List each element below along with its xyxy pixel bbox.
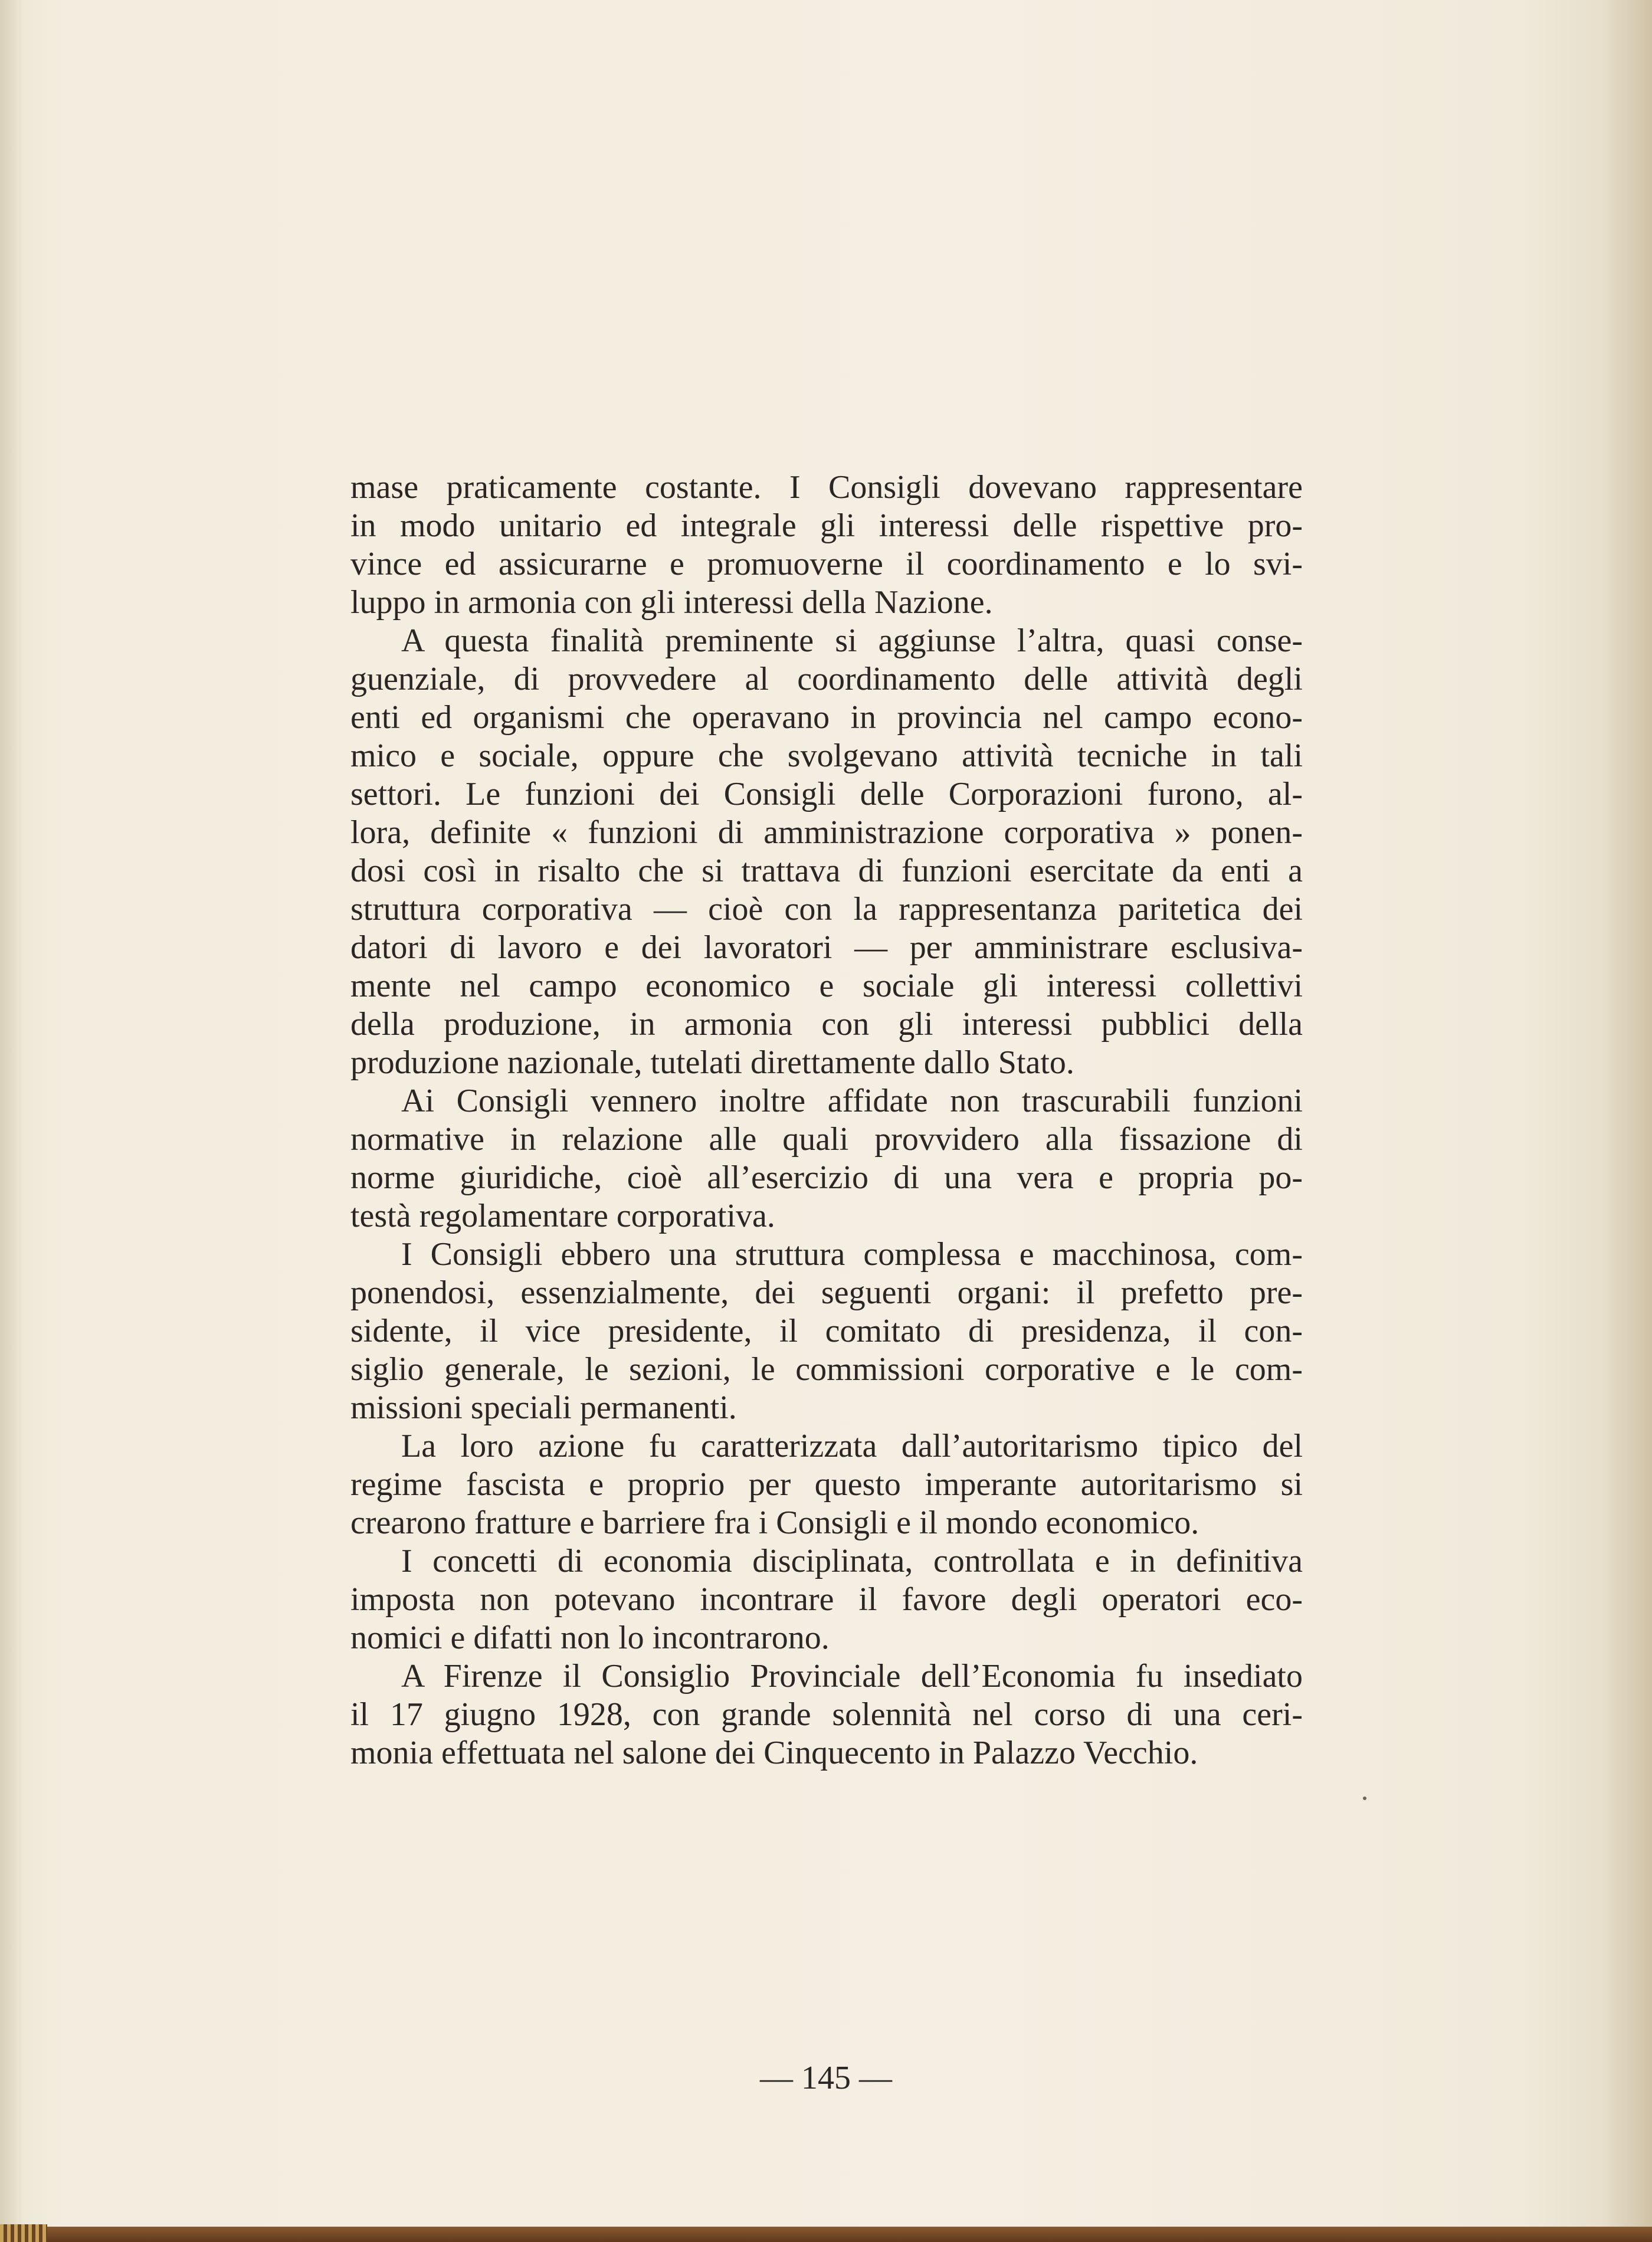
text-line: imposta non potevano incontrare il favore degli operatori eco- [350,1581,1303,1618]
text-line: mente nel campo economico e sociale gli interessi collettivi [350,968,1303,1004]
paragraph-7 [350,1657,1303,1772]
text-line: siglio generale, le sezioni, le commissioni corporative e le com- [350,1351,1303,1388]
text-line: missioni speciali permanenti. [350,1389,737,1426]
text-line: regime fascista e proprio per questo imperante autoritarismo si [350,1466,1303,1503]
text-line: della produzione, in armonia con gli interessi pubblici della [350,1006,1303,1043]
text-line: mico e sociale, oppure che svolgevano attività tecniche in tali [350,738,1303,774]
text-line: enti ed organismi che operavano in provincia nel campo econo- [350,699,1303,736]
page-number: — 145 — [760,2060,892,2096]
text-line: guenziale, di provvedere al coordinamento delle attività degli [350,661,1303,697]
margin-speck [1363,1797,1366,1800]
text-line: normative in relazione alle quali provvidero alla fissazione di [350,1121,1303,1158]
text-line: vince ed assicurarne e promuoverne il coordinamento e lo svi- [350,546,1303,582]
text-line: Ai Consigli vennero inoltre affidate non trascurabili funzioni [401,1083,1303,1119]
text-line: lora, definite « funzioni di amministrazione corporativa » ponen- [350,814,1303,851]
text-line: La loro azione fu caratterizzata dall’autoritarismo tipico del [401,1428,1303,1464]
text-line: luppo in armonia con gli interessi della Nazione. [350,584,993,621]
text-line: monia effettuata nel salone dei Cinquecento in Palazzo Vecchio. [350,1735,1198,1771]
paragraph-6 [350,1542,1303,1657]
text-line: I Consigli ebbero una struttura complessa e macchinosa, com- [401,1236,1303,1273]
text-line: I concetti di economia disciplinata, controllata e in definitiva [401,1543,1303,1579]
text-line: nomici e difatti non lo incontrarono. [350,1620,830,1656]
text-line: A Firenze il Consiglio Provinciale dell’Economia fu insediato [401,1658,1303,1694]
text-line: il 17 giugno 1928, con grande solennità nel corso di una ceri- [350,1696,1303,1733]
text-line: testà regolamentare corporativa. [350,1198,775,1234]
text-line: dosi così in risalto che si trattava di funzioni esercitate da enti a [350,853,1303,889]
cover-ornament [0,2224,47,2242]
text-line: sidente, il vice presidente, il comitato di presidenza, il con- [350,1313,1303,1349]
body-text [350,468,1303,1772]
text-line: norme giuridiche, cioè all’esercizio di una vera e propria po- [350,1159,1303,1196]
text-line: settori. Le funzioni dei Consigli delle Corporazioni furono, al- [350,776,1303,812]
text-line: struttura corporativa — cioè con la rappresentanza paritetica dei [350,891,1303,927]
text-line: A questa finalità preminente si aggiunse l’altra, quasi conse- [401,622,1303,659]
text-line: mase praticamente costante. I Consigli dovevano rappresentare [350,469,1303,506]
text-line: produzione nazionale, tutelati direttamente dallo Stato. [350,1044,1074,1081]
paragraph-1 [350,468,1303,622]
book-cover-edge [0,2227,1652,2242]
paragraph-2 [350,622,1303,1082]
text-line: crearono fratture e barriere fra i Consigli e il mondo economico. [350,1504,1199,1541]
text-line: ponendosi, essenzialmente, dei seguenti organi: il prefetto pre- [350,1274,1303,1311]
paragraph-3 [350,1082,1303,1235]
paragraph-5 [350,1427,1303,1542]
text-line: in modo unitario ed integrale gli interessi delle rispettive pro- [350,507,1303,544]
text-line: datori di lavoro e dei lavoratori — per amministrare esclusiva- [350,929,1303,966]
gutter-shadow [0,0,24,2242]
paragraph-4 [350,1235,1303,1427]
